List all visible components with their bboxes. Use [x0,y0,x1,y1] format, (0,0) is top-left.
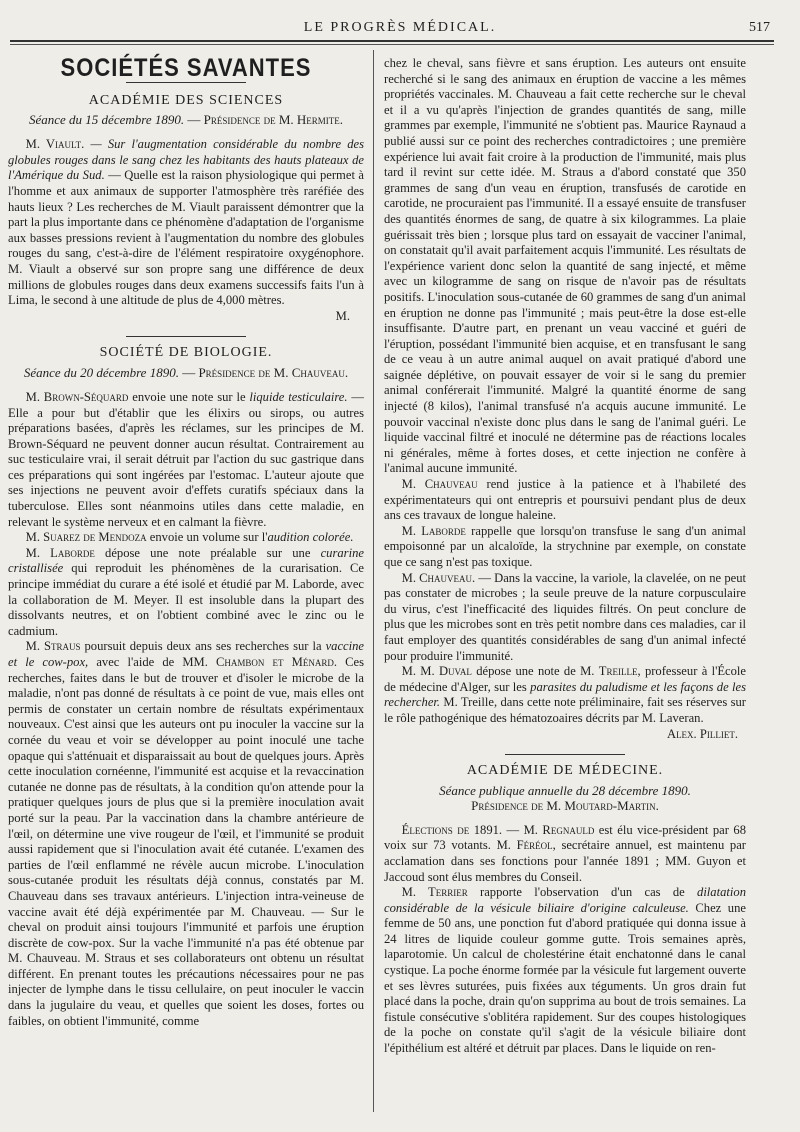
terrier-paragraph [384,885,746,1057]
label: Élections de 1891. [401,822,503,837]
author: M. Straus [25,639,81,654]
viault-paragraph [8,137,364,309]
chauveau-reply-paragraph [384,571,746,665]
topic: dilatation considérable de la vésicule biliaire d'origine calculeuse. [384,885,746,915]
author: M. Chauveau. [401,570,476,585]
session-date: Séance du 15 décembre 1890. [28,112,185,128]
section-title: SOCIÉTÉS SAVANTES [60,53,312,82]
paragraph-text: — M. [506,822,538,837]
paragraph-text: rappelle que lorsqu'on transfuse le sang d'un animal empoisonné par un alcaloïde, la strychnine par exemple, on constate que ce sang n'est pas toxique. [384,523,746,569]
author: M. Brown-Séquard [25,389,129,404]
person: Regnauld [542,822,595,837]
academie-sciences-session [8,112,364,127]
author: M. Terrier [401,885,468,900]
session-presidence: Présidence de M. Moutard-Martin. [471,797,659,813]
author: M. Chauveau [401,477,478,492]
paragraph-text: M. M. [401,664,435,679]
paragraph-text: poursuit depuis deux ans ses recherches sur la [84,639,322,654]
paragraph-text: rend justice à la patience et à l'habileté des expérimentateurs qui ont entrepris et poursuivi pendant plus de deux ans ces travaux de longue haleine. [384,477,747,523]
author: M. Laborde [401,523,466,538]
session-presidence: — Présidence de M. Chauveau. [182,364,349,380]
author: Duval [438,664,472,679]
author: M. Viault. [25,137,85,152]
straus-paragraph [8,639,364,1029]
suarez-paragraph [8,530,364,546]
paper-title: — Sur l'augmentation considérable du nombre des globules rouges dans le sang chez les habitants des hauts plateaux de l'Amérique du Sud. [8,137,364,183]
paragraph-text: Ces recherches, faites dans le but de trouver et d'isoler le microbe de la maladie, n'ont pas donné de résultats à ce point de vue, mais elles ont permis de constater un certain nombre de résultats expérimentaux nouveaux. C'est ainsi que les auteurs ont pu inoculer la vaccine sur la cornée du veau et voir se développer au point inoculé une tache opaque qui s'atténuait et disparaissait au bout de quelques jours. Après cette inoculation cornéenne, l'immunité est acquise et la revaccination cutanée ne donne pas de résultats, à la condition qu'on attende pour la pratiquer quelques jours de plus que si la première inoculation avait porté sur la peau. Par la vaccination dans la chambre antérieure de l'œil, on détermine une vive rougeur de l'œil, et l'immunité se produit aussi rapidement que si l'inoculation avait été cutanée. L'examen des parties de l'œil enflammé ne révèle aucun microbe. L'inoculation sous-cutanée produit les résultats déjà connus, constatés par M. Chauveau dans ses travaux antérieurs. L'injection intra-veineuse de vaccine avait été déjà expérimentée par M. Chauveau. — Sur le cheval on produit ainsi toujours l'immunité et parfois une éruption discrète de cow-pox. Sur la vache l'immunité n'a pas été obtenue par M. Chauveau. M. Straus et ses collaborateurs ont obtenu un résultat différent. En prenant toutes les précautions nécessaires pour ne pas injecter de lymphe dans le tissu cellulaire, on peut inoculer le vaccin dans la jugulaire du veau, et quelles que soient les doses, fortes ou faibles, on obtient l'immunité, comme [8,655,364,1028]
paragraph-text: M. Treille, dans cette note préliminaire, fait ses réserves sur le rôle pathogénique des hématozoaires décrits par M. Laveran. [384,695,746,725]
author: M. Laborde [25,545,95,560]
paragraph-text: — Dans la vaccine, la variole, la clavelée, on ne peut pas constater de microbes ; la seule preuve de la nature corpusculaire du virus, c'est l'inefficacité des liquides filtrés. On peut conclure de plus que les microbes sont en très petit nombre dans ces maladies, car il faut employer des quantités considérables de sang d'un animal infecté pour produire l'immunité. [384,570,746,663]
session-date: Séance publique annuelle du 28 décembre 1890. [439,782,691,798]
collaborators: Chambon et Ménard. [216,655,337,669]
topic: liquide testiculaire. [249,389,348,404]
running-head [0,18,800,40]
header-rule [10,40,774,45]
column-divider [373,50,374,1112]
author: M. Suarez de Mendoza [25,530,147,545]
paragraph-text: envoie une note sur le [132,389,246,404]
academie-medecine-title: ACADÉMIE DE MÉDECINE. [466,763,664,779]
topic: audition colorée. [267,530,354,545]
journal-title: LE PROGRÈS MÉDICAL. [303,20,497,35]
author: Treille, [598,664,641,679]
left-column [8,53,365,1029]
paragraph-text: envoie un volume sur l' [149,530,268,545]
paragraph-text: avec l'aide de MM. [96,655,208,669]
paragraph-text: — Quelle est la raison physiologique qui permet à l'homme et aux animaux de supporter l'atmosphère très raréfiée des hauts lieux ? Les recherches de M. Viault paraissent démontrer que la part la plus importante dans ce phénomène d'adaptation de l'organisme aux basses pressions revient à l'augmentation du nombre des globules rouges du sang, c'est-à-dire de l'élément respiratoire oxygénophore. M. Viault a observé sur son propre sang une différence de deux millions de globules rouges dans deux examens successifs faits l'un à Lima, le second à une altitude de plus de 4,000 mètres. [8,168,365,308]
paragraph-text: secrétaire annuel, est maintenu par acclamation dans ses fonctions pour l'année 1891 ; MM. Guyon et Jaccoud sont élus membres du Conseil. [384,838,746,884]
paragraph-text: dépose une note de M. [476,664,595,679]
duval-paragraph [384,664,746,726]
topic: vaccine et le cow-pox, [8,639,365,669]
societe-biologie-title: SOCIÉTÉ DE BIOLOGIE. [99,345,273,361]
continued-paragraph: chez le cheval, sans fièvre et sans éruption. Les auteurs ont ensuite recherché si le sang des animaux en éruption de vaccine a les mêmes propriétés vaccinales. M. Chauveau a fait cette recherche sur le cheval et il a vu qu'après l'injection de grandes quantités de sang, mille grammes par exemple, l'immunité ne s'obtient pas. Maurice Raynaud a publié aussi sur ce point des recherches contradictoires ; une première expérience lui avait fait croire à la production de l'immunité, mais plus tard il revint sur cette idée. M. Straus a d'abord constaté que 350 grammes de sang d'un veau en éruption, transfusés de carotide en carotide, ne procuraient pas l'immunité. Il a essayé ensuite de transfuser des quantités énormes de sang, de quatre à six kilogrammes. La plaie guérissait très bien ; lorsque plus tard on essayait de vacciner l'animal, on constatait qu'il avait parfaitement acquis l'immunité. Les résultats de l'expérience varient donc selon la quantité de sang injecté, et même avec un kilogramme de sang on risque de n'avoir pas de résultats positifs. L'inoculation sous-cutanée de 60 grammes de sang d'un animal en éruption ne donne pas l'immunité ; mais peut-être la dose est-elle insuffisante. D'autre part, en prenant un veau vacciné et guéri de l'éruption, possédant l'immunité bien acquise, et en transfusant le sang de ce veau à un autre animal auquel on avait pratiqué d'abord une saignée déplétive, on pouvait essayer de voir si le sang du premier animal conférerait l'immunité. Malgré la quantité énorme de sang injecté (8 kilos), l'animal transfusé n'a acquis aucune immunité. Le pouvoir vaccinal n'existe donc plus dans le sang de l'animal guéri. Le liquide vaccinal filtré et inoculé ne détermine pas de réactions locales ni générales, même à fortes doses, et cette injection ne confère à l'animal aucune immunité. [384,56,746,476]
page-number: 517 [749,20,770,35]
paragraph-text: professeur à l'École de médecine d'Alger, sur les [384,664,747,694]
paragraph-text: est élu vice-président par 68 voix sur 73 votants. M. [384,822,747,853]
paragraph-text: — Elle a pour but d'établir que les élixirs ou sirops, ou autres préparations basées, d'après les réclames, sur les principes de M. Brown-Séquard ne peuvent donner aucun résultat. Contrairement au suc testiculaire vrai, il serait détruit par l'action du suc gastrique dans ces préparations qui sont ingérées par l'estomac. L'auteur ajoute que ses injections ne peuvent avoir d'effets curatifs spéciaux dans la tuberculose. Elles sont néanmoins utiles dans cette maladie, en relevant le système nerveux et en calmant la fièvre. [8,389,364,529]
session-date: Séance du 20 décembre 1890. [23,364,179,380]
brown-sequard-paragraph [8,390,364,530]
chauveau-paragraph [384,477,746,524]
right-column [384,56,746,1057]
paragraph-text: rapporte l'observation d'un cas de [480,885,685,900]
topic: parasites du paludisme et les façons de les rechercher. [384,679,747,710]
paragraph-text: dépose une note préalable sur une [105,545,311,560]
academie-sciences-title: ACADÉMIE DES SCIENCES [88,92,284,108]
laborde-paragraph [8,546,364,640]
laborde-paragraph [384,524,746,571]
elections-paragraph [384,823,746,885]
divider-rule [505,754,625,755]
signature: M. [335,308,350,323]
paragraph-text: qui reproduit les phénomènes de la curarisation. Ce principe immédiat du curare a été isolé et étudié par M. Laborde, avec la collaboration de M. Meyer. Il est insoluble dans la plupart des dissolvants neutres, et on l'obtient combiné avec le zinc ou le cadmium. [8,561,364,638]
divider-rule [126,336,246,337]
paragraph-text: Chez une femme de 50 ans, une ponction fut d'abord pratiquée qui donna issue à 24 litres de liquide couleur gomme gutte. Trois semaines après, laparotomie. Un calcul de cholestérine était enchatonné dans le canal cystique. La poche énorme formée par la vésicule fut largement ouverte et ses lèvres suturées, puis fixées aux téguments. Un gros drain fut placé dans la poche, drain qu'on supprima au bout de trois semaines. La fistule consécutive s'oblitéra rapidement. Sur des coupes histologiques de la poche on constate qu'il s'agit de la vésicule biliaire dont l'épithélium est altéré et détruit par places. Dans le liquide on ren- [384,900,746,1056]
person: Féréol, [516,838,556,853]
societe-biologie-session [8,365,364,380]
signature: Alex. Pilliet. [666,726,738,741]
session-presidence: — Présidence de M. Hermite. [187,112,344,128]
academie-medecine-session [384,783,746,813]
topic: curarine cristallisée [8,545,364,576]
